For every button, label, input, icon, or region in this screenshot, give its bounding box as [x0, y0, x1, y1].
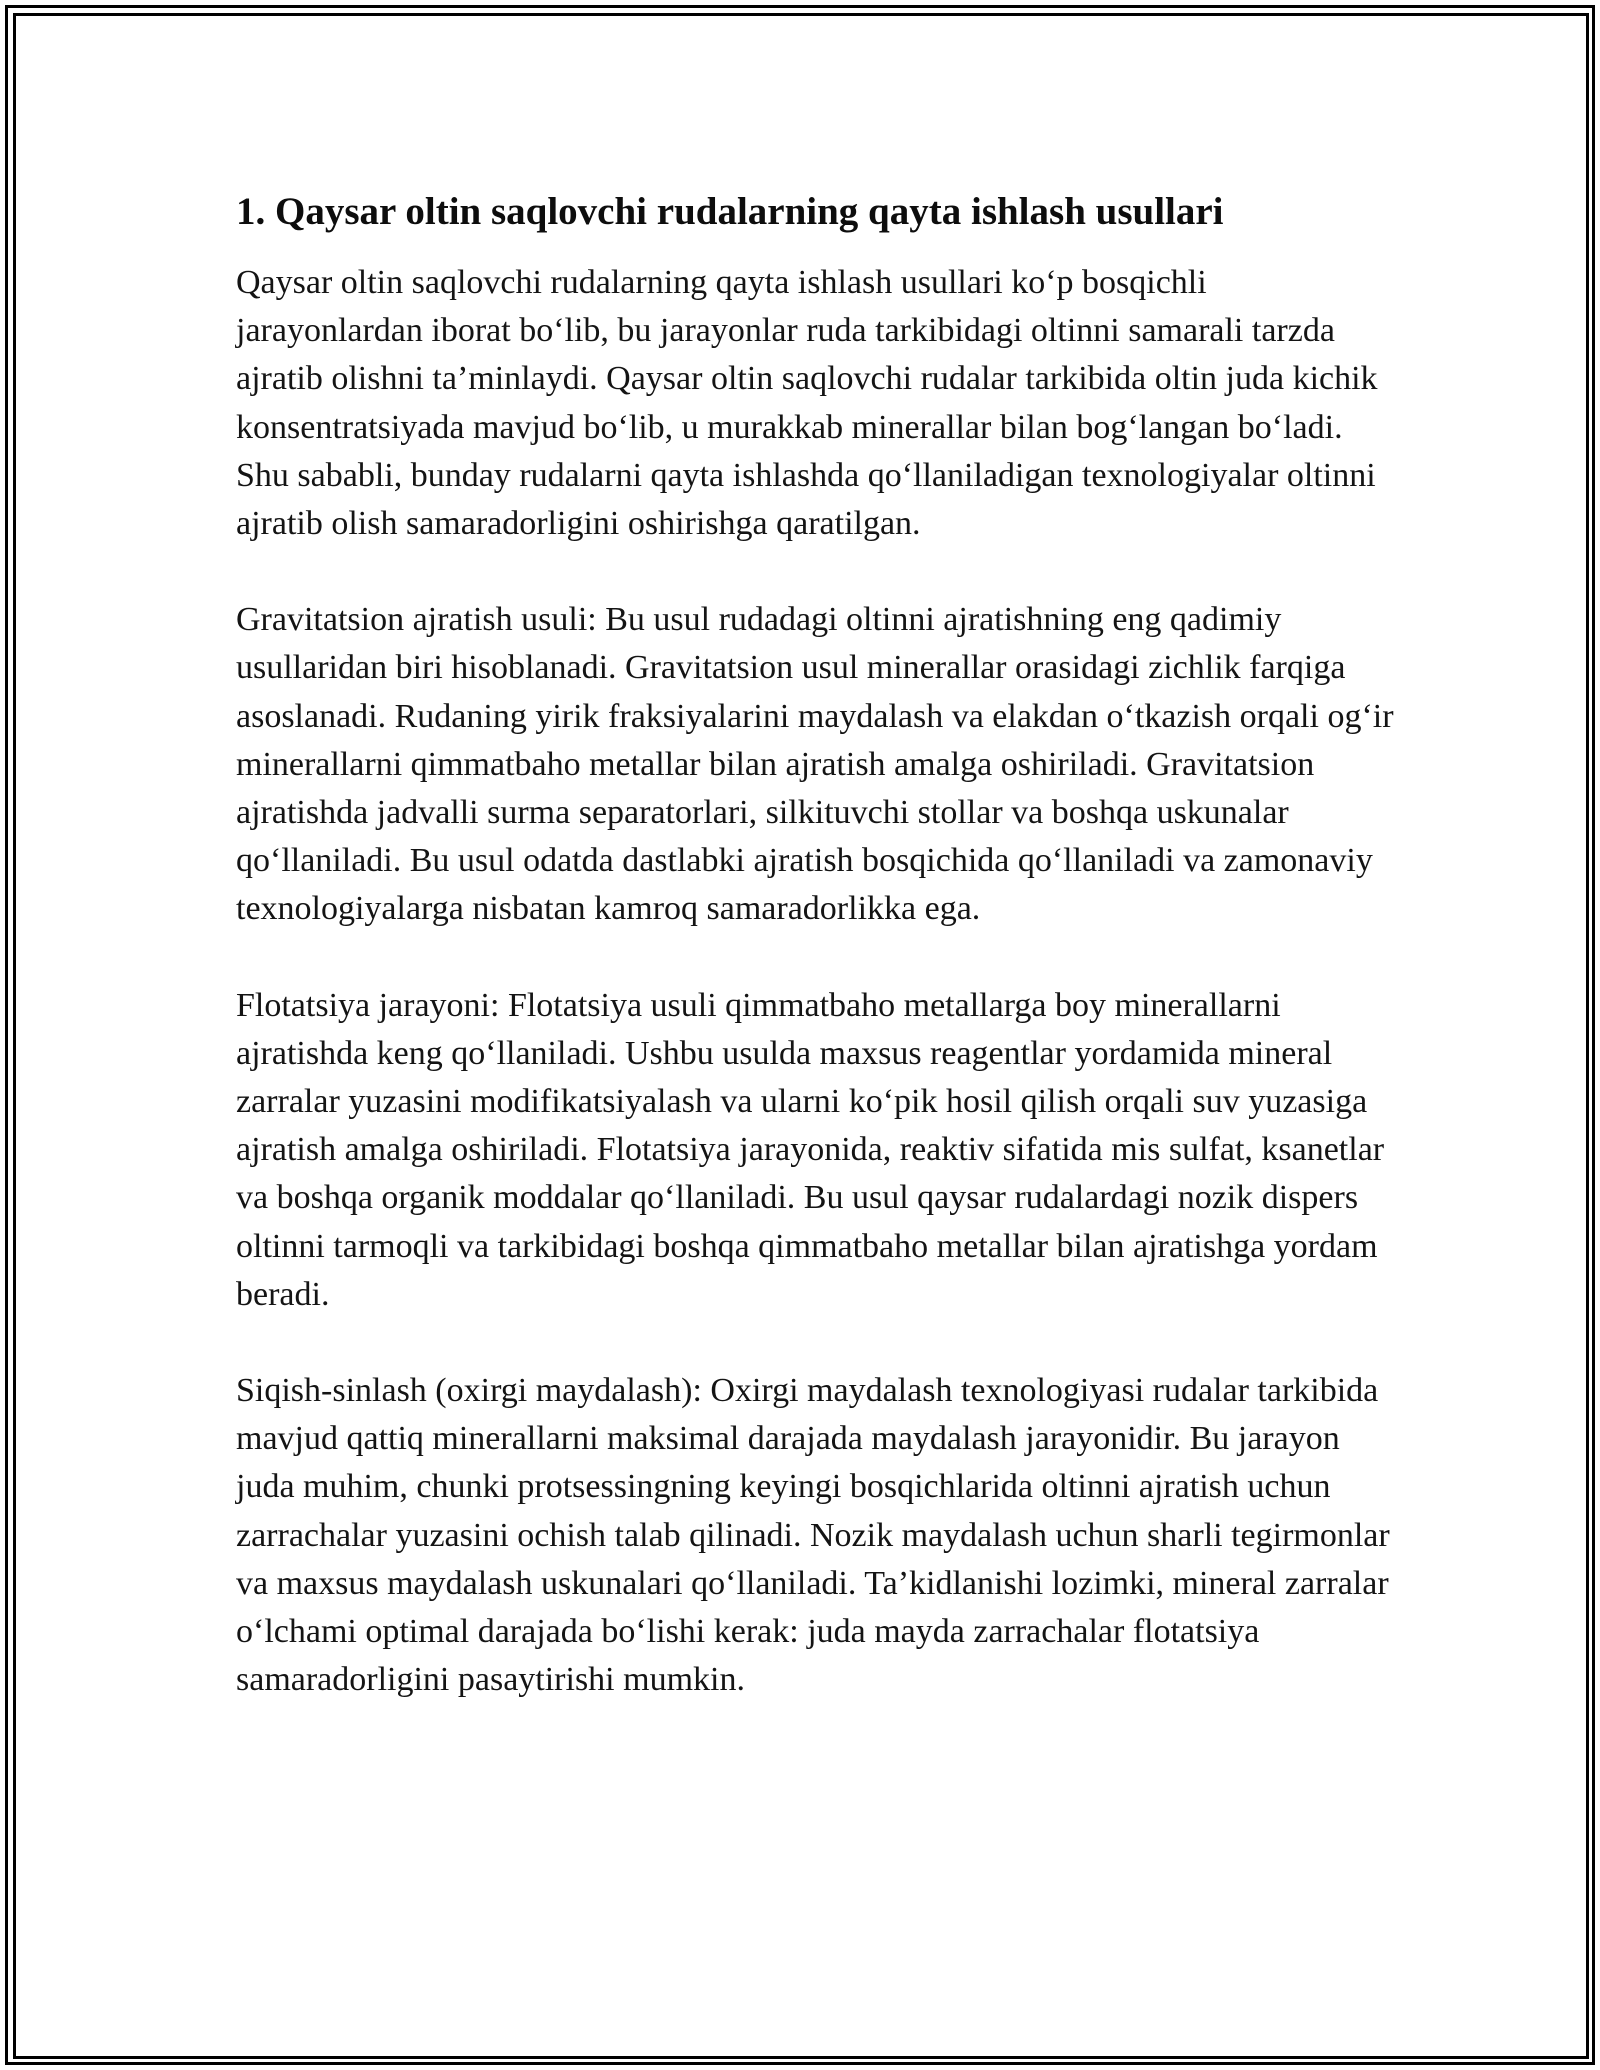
- paragraph-intro: Qaysar oltin saqlovchi rudalarning qayta ishlash usullari ko‘p bosqichli jarayonlardan iborat bo‘lib, bu jarayonlar ruda tarkibidagi oltinni samarali tarzda ajratib olishni ta’minlaydi. Qaysar oltin saqlovchi rudalar tarkibida oltin juda kichik konsentratsiyada mavjud bo‘lib, u murakkab minerallar bilan bog‘langan bo‘ladi. Shu sababli, bunday rudalarni qayta ishlashda qo‘llaniladigan texnologiyalar oltinni ajratib olish samaradorligini oshirishga qaratilgan.: [236, 264, 1378, 543]
- paragraph-gravitational-separation: Gravitatsion ajratish usuli: Bu usul rudadagi oltinni ajratishning eng qadimiy usullaridan biri hisoblanadi. Gravitatsion usul minerallar orasidagi zichlik farqiga asoslanadi. Rudaning yirik fraksiyalarini maydalash va elakdan o‘tkazish orqali og‘ir minerallarni qimmatbaho metallar bilan ajratish amalga oshiriladi. Gravitatsion ajratishda jadvalli surma separatorlari, silkituvchi stollar va boshqa uskunalar qo‘llaniladi. Bu usul odatda dastlabki ajratish bosqichida qo‘llaniladi va zamonaviy texnologiyalarga nisbatan kamroq samaradorlikka ega.: [236, 601, 1394, 928]
- paragraph-flotation: Flotatsiya jarayoni: Flotatsiya usuli qimmatbaho metallarga boy minerallarni ajratishda keng qo‘llaniladi. Ushbu usulda maxsus reagentlar yordamida mineral zarralar yuzasini modifikatsiyalash va ularni ko‘pik hosil qilish orqali suv yuzasiga ajratish amalga oshiriladi. Flotatsiya jarayonida, reaktiv sifatida mis sulfat, ksanetlar va boshqa organik moddalar qo‘llaniladi. Bu usul qaysar rudalardagi nozik dispers oltinni tarmoqli va tarkibidagi boshqa qimmatbaho metallar bilan ajratishga yordam beradi.: [236, 986, 1385, 1313]
- section-heading: 1. Qaysar oltin saqlovchi rudalarning qayta ishlash usullari: [236, 190, 1224, 233]
- paragraph-fine-grinding: Siqish-sinlash (oxirgi maydalash): Oxirgi maydalash texnologiyasi rudalar tarkibida mavjud qattiq minerallarni maksimal darajada maydalash jarayonidir. Bu jarayon juda muhim, chunki protsessingning keyingi bosqichlarida oltinni ajratish uchun zarrachalar yuzasini ochish talab qilinadi. Nozik maydalash uchun sharli tegirmonlar va maxsus maydalash uskunalari qo‘llaniladi. Ta’kidlanishi lozimki, mineral zarralar o‘lchami optimal darajada bo‘lishi kerak: juda mayda zarrachalar flotatsiya samaradorligini pasaytirishi mumkin.: [236, 1372, 1390, 1699]
- document-body: [236, 188, 1396, 1752]
